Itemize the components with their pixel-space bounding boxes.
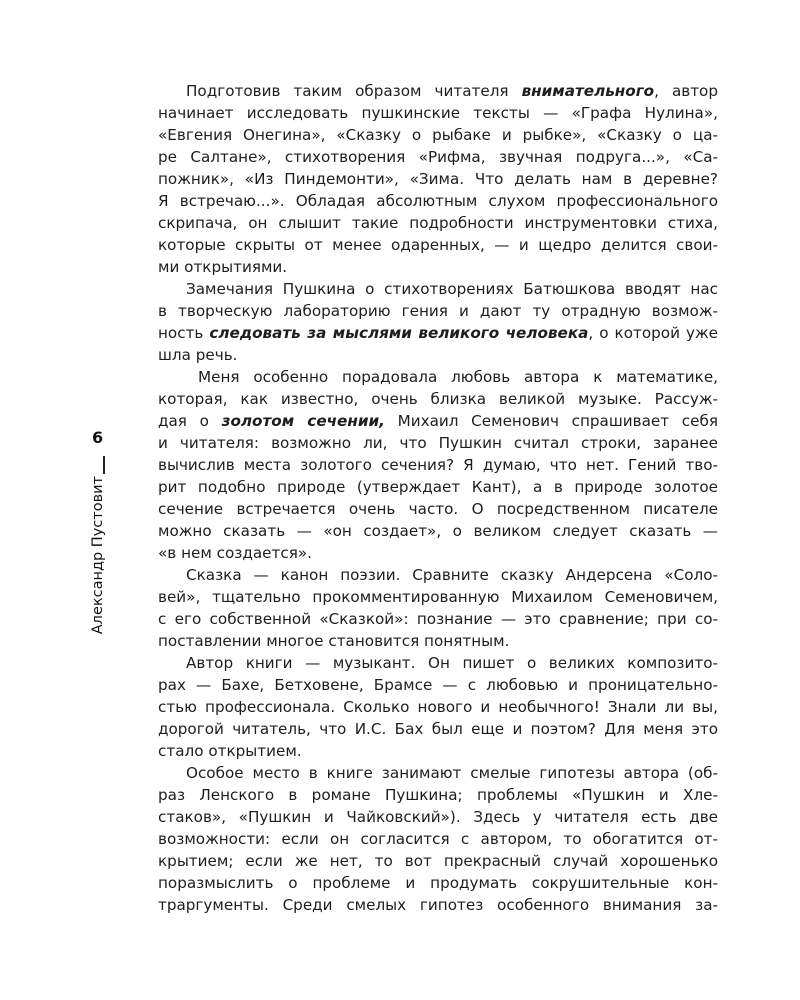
paragraph [158, 564, 718, 652]
text-run: «в нем создается». [158, 544, 312, 562]
text-run: сечение встречается очень часто. О посредственном писателе [158, 500, 718, 518]
text-line [158, 564, 718, 586]
text-run: скрипача, он слышит такие подробности инструментовки стиха, [158, 214, 718, 232]
text-line [158, 520, 718, 542]
text-line [158, 80, 718, 102]
text-run: дая о [158, 412, 222, 430]
text-run: Особое место в книге занимают смелые гипотезы автора (об- [186, 764, 718, 782]
paragraph [158, 652, 718, 762]
page-number: 6 [92, 428, 104, 447]
text-run: можно сказать — «он создает», о великом следует сказать — [158, 522, 718, 540]
text-line [158, 608, 718, 630]
text-run: , автор [654, 82, 718, 100]
text-run: «Евгения Онегина», «Сказку о рыбаке и рыбке», «Сказку о ца- [158, 126, 718, 144]
emphasized-text: золотом сечении, [221, 412, 385, 430]
text-run: Меня особенно порадовала любовь автора к математике, [198, 368, 718, 386]
text-run: Я встречаю...». Обладая абсолютным слухом профессионального [158, 192, 718, 210]
text-line [158, 542, 718, 564]
text-line [158, 674, 718, 696]
body-text [158, 80, 718, 916]
text-line [158, 806, 718, 828]
text-run: , о которой уже [588, 324, 718, 342]
paragraph [158, 80, 718, 278]
text-line [158, 784, 718, 806]
text-run: рит подобно природе (утверждает Кант), а в природе золотое [158, 478, 718, 496]
text-line [158, 410, 718, 432]
text-run: крытием; если же нет, то вот прекрасный случай хорошенько [158, 852, 718, 870]
text-line [158, 168, 718, 190]
text-run: стью профессионала. Сколько нового и необычного! Знали ли вы, [158, 698, 718, 716]
text-line [158, 234, 718, 256]
text-run: и читателя: возможно ли, что Пушкин считал строки, заранее [158, 434, 718, 452]
text-line [158, 652, 718, 674]
text-run: траргументы. Среди смелых гипотез особенного внимания за- [158, 896, 718, 914]
text-run: дорогой читатель, что И.С. Бах был еще и поэтом? Для меня это [158, 720, 718, 738]
text-line [158, 476, 718, 498]
paragraph [158, 278, 718, 366]
text-run: вей», тщательно прокомментированную Михаилом Семеновичем, [158, 588, 718, 606]
text-line [158, 256, 718, 278]
text-run: Подготовив таким образом читателя [186, 82, 522, 100]
emphasized-text: внимательного [521, 82, 655, 100]
text-run: возможности: если он согласится с автором, то обогатится от- [158, 830, 718, 848]
text-line [158, 278, 718, 300]
text-line [158, 762, 718, 784]
text-run: в творческую лабораторию гения и дают ту отрадную возмож- [158, 302, 718, 320]
text-run: поразмыслить о проблеме и продумать сокрушительные кон- [158, 874, 718, 892]
text-line [158, 894, 718, 916]
text-line [158, 454, 718, 476]
text-run: поставлении многое становится понятным. [158, 632, 510, 650]
text-run: раз Ленского в романе Пушкина; проблемы «Пушкин и Хле- [158, 786, 718, 804]
text-line [158, 850, 718, 872]
text-run: которые скрыты от менее одаренных, — и щедро делится свои- [158, 236, 718, 254]
text-run: Замечания Пушкина о стихотворениях Батюшкова вводят нас [186, 280, 718, 298]
running-head-divider [103, 456, 105, 474]
paragraph [158, 762, 718, 916]
text-run: пожник», «Из Пиндемонти», «Зима. Что делать нам в деревне? [158, 170, 718, 188]
text-run: шла речь. [158, 346, 238, 364]
text-run: стаков», «Пушкин и Чайковский»). Здесь у читателя есть две [158, 808, 718, 826]
text-line [158, 124, 718, 146]
text-run: ре Салтане», стихотворения «Рифма, звучная подруга...», «Са- [158, 148, 718, 166]
text-run: рах — Бахе, Бетховене, Брамсе — с любовью и проницательно- [158, 676, 718, 694]
text-line [158, 146, 718, 168]
paragraph [158, 366, 718, 564]
text-run: вычислив места золотого сечения? Я думаю, что нет. Гений тво- [158, 456, 718, 474]
text-line [158, 212, 718, 234]
text-line [158, 344, 718, 366]
running-head-author: Александр Пустовит [90, 476, 106, 635]
text-line [158, 300, 718, 322]
text-run: ми открытиями. [158, 258, 288, 276]
text-line [158, 740, 718, 762]
text-line [158, 586, 718, 608]
emphasized-text: следовать за мыслями великого человека [209, 324, 589, 342]
text-run: Михаил Семенович спрашивает себя [384, 412, 718, 430]
text-line [158, 432, 718, 454]
text-line [158, 102, 718, 124]
text-line [158, 322, 718, 344]
text-line [158, 872, 718, 894]
text-run: ность [158, 324, 210, 342]
text-run: с его собственной «Сказкой»: познание — это сравнение; при со- [158, 610, 718, 628]
text-run: которая, как известно, очень близка великой музыке. Рассуж- [158, 390, 718, 408]
text-run: Автор книги — музыкант. Он пишет о великих композито- [186, 654, 718, 672]
text-line [158, 388, 718, 410]
text-line [158, 630, 718, 652]
text-line [158, 718, 718, 740]
text-line [158, 498, 718, 520]
text-run: Сказка — канон поэзии. Сравните сказку Андерсена «Соло- [186, 566, 718, 584]
text-run: стало открытием. [158, 742, 302, 760]
text-line [158, 696, 718, 718]
text-line [158, 366, 718, 388]
text-line [158, 190, 718, 212]
text-run: начинает исследовать пушкинские тексты — «Графа Нулина», [158, 104, 718, 122]
text-line [158, 828, 718, 850]
